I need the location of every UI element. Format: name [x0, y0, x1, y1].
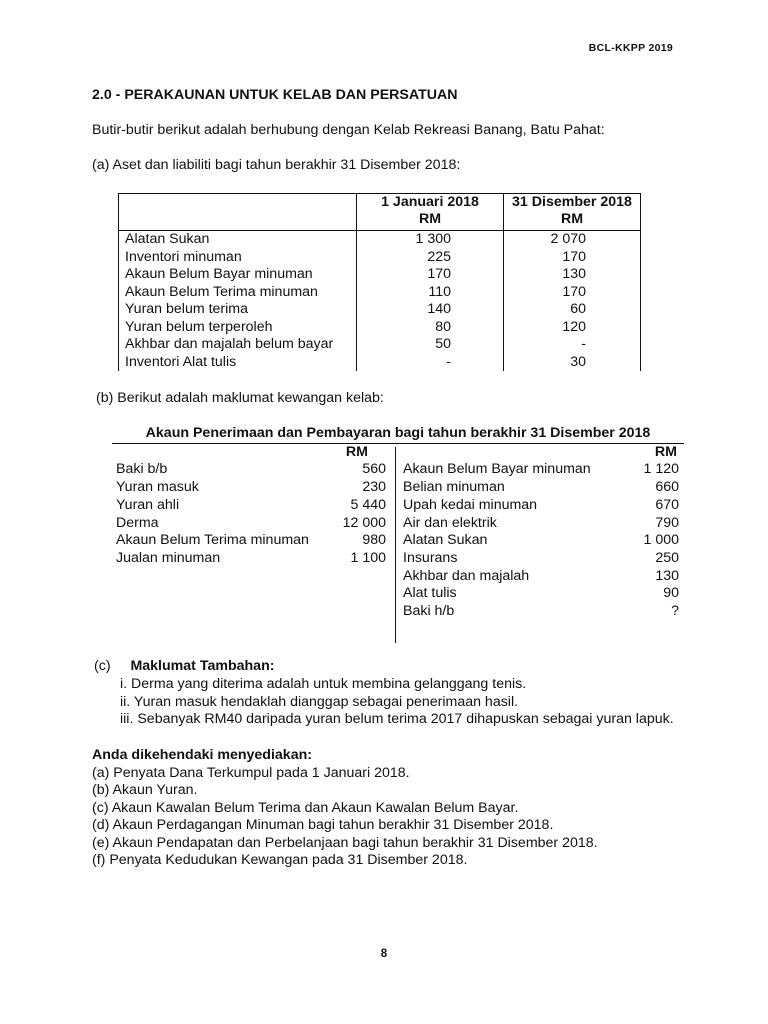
receipt-label: Yuran masuk [116, 479, 199, 495]
payment-amount: 670 [655, 497, 679, 513]
row-value-dec: 170 [562, 283, 586, 300]
row-value-jan: 110 [428, 283, 451, 300]
part-b-caption: (b) Berikut adalah maklumat kewangan kelab: [96, 390, 384, 406]
row-value-jan: 170 [427, 266, 451, 282]
column-title: 31 Disember 2018 [512, 194, 632, 210]
table-row [118, 318, 641, 336]
column-unit: RM [418, 211, 442, 227]
payment-amount: 1 120 [643, 461, 679, 477]
payment-label: Alatan Sukan [403, 532, 488, 548]
payment-row [403, 496, 679, 514]
row-label: Yuran belum terima [125, 301, 249, 317]
receipt-amount: 5 440 [350, 497, 386, 513]
part-c-marker: (c) [94, 658, 111, 674]
payment-row [403, 602, 679, 620]
receipt-row [116, 549, 386, 567]
account-center-divider [395, 447, 396, 643]
payment-row [403, 567, 679, 585]
row-value-dec: 170 [562, 248, 586, 265]
payment-amount: 790 [655, 515, 679, 531]
row-label: Alatan Sukan [125, 231, 210, 247]
receipts-payments-account [112, 425, 684, 643]
row-label: Yuran belum terperoleh [125, 318, 273, 335]
payment-label: Baki h/b [403, 603, 455, 619]
table-row [118, 335, 641, 353]
required-item: (a) Penyata Dana Terkumpul pada 1 Januari 2018. [92, 765, 410, 781]
row-label: Akhbar dan majalah belum bayar [125, 336, 334, 352]
receipt-label: Jualan minuman [116, 550, 221, 566]
required-item: (e) Akaun Pendapatan dan Perbelanjaan bagi tahun berakhir 31 Disember 2018. [92, 835, 598, 851]
payment-label: Akaun Belum Bayar minuman [403, 461, 591, 477]
additional-info-item: iii. Sebanyak RM40 daripada yuran belum terima 2017 dihapuskan sebagai yuran lapuk. [120, 711, 674, 727]
table-row [118, 300, 641, 318]
intro-text: Butir-butir berikut adalah berhubung dengan Kelab Rekreasi Banang, Batu Pahat: [92, 122, 605, 138]
receipt-label: Baki b/b [116, 461, 168, 477]
receipt-label: Yuran ahli [116, 497, 180, 513]
row-value-dec: 130 [562, 266, 586, 282]
receipt-row [116, 478, 386, 496]
payment-amount: 130 [655, 568, 679, 584]
payment-amount: 660 [655, 479, 679, 495]
payment-label: Upah kedai minuman [403, 497, 538, 513]
row-value-jan: 50 [435, 336, 451, 352]
section-title: 2.0 - PERAKAUNAN UNTUK KELAB DAN PERSATUAN [92, 87, 458, 103]
column-title: 1 Januari 2018 [381, 194, 479, 210]
row-value-dec: 120 [562, 318, 586, 335]
row-label: Inventori Alat tulis [125, 353, 237, 370]
receipt-label: Derma [116, 515, 159, 531]
payment-row [403, 531, 679, 549]
table-row [118, 265, 641, 283]
document-code: BCL-KKPP 2019 [588, 42, 673, 54]
row-value-dec: 2 070 [550, 231, 586, 247]
payment-row [403, 549, 679, 567]
payments-unit: RM [654, 444, 677, 460]
receipt-amount: 980 [362, 532, 386, 548]
payment-amount: ? [671, 603, 679, 619]
payment-label: Alat tulis [403, 585, 457, 601]
part-c-heading [94, 658, 274, 674]
column-unit: RM [560, 211, 584, 227]
required-item: (f) Penyata Kedudukan Kewangan pada 31 Disember 2018. [92, 852, 468, 868]
required-title: Anda dikehendaki menyediakan: [92, 747, 312, 763]
receipt-row [116, 496, 386, 514]
row-label: Akaun Belum Terima minuman [125, 283, 318, 300]
receipt-amount: 1 100 [350, 550, 386, 566]
row-value-jan: 80 [435, 318, 451, 335]
receipt-row [116, 531, 386, 549]
table-row [118, 230, 641, 248]
payment-row [403, 514, 679, 532]
receipt-amount: 560 [362, 461, 386, 477]
payment-amount: 90 [663, 585, 679, 601]
assets-liabilities-table [118, 193, 641, 371]
receipt-amount: 230 [362, 479, 386, 495]
payment-amount: 250 [655, 550, 679, 566]
payment-amount: 1 000 [643, 532, 679, 548]
required-item: (c) Akaun Kawalan Belum Terima dan Akaun Kawalan Belum Bayar. [92, 800, 519, 816]
table-row [118, 283, 641, 301]
page-number: 8 [380, 948, 388, 960]
payment-label: Air dan elektrik [403, 515, 497, 531]
payment-label: Akhbar dan majalah [403, 568, 530, 584]
row-value-jan: 1 300 [415, 231, 451, 247]
row-value-dec: - [581, 336, 586, 352]
receipt-label: Akaun Belum Terima minuman [116, 532, 309, 548]
row-value-jan: - [446, 353, 451, 370]
account-title-underline [112, 443, 684, 444]
additional-info-item: ii. Yuran masuk hendaklah dianggap sebagai penerimaan hasil. [120, 694, 519, 710]
part-c-title: Maklumat Tambahan: [130, 658, 275, 674]
row-label: Akaun Belum Bayar minuman [125, 266, 313, 282]
payment-label: Insurans [403, 550, 458, 566]
receipts-unit: RM [345, 444, 368, 460]
required-item: (d) Akaun Perdagangan Minuman bagi tahun berakhir 31 Disember 2018. [92, 817, 554, 833]
account-title: Akaun Penerimaan dan Pembayaran bagi tahun berakhir 31 Disember 2018 [145, 425, 651, 441]
required-item: (b) Akaun Yuran. [92, 782, 198, 798]
additional-info-item: i. Derma yang diterima adalah untuk membina gelanggang tenis. [120, 676, 527, 692]
row-value-dec: 30 [570, 353, 586, 370]
row-label: Inventori minuman [125, 248, 242, 265]
column-header-dec-2018 [504, 194, 640, 228]
payment-row [403, 460, 679, 478]
column-header-jan-2018 [357, 194, 503, 228]
part-a-caption: (a) Aset dan liabiliti bagi tahun berakhir 31 Disember 2018: [92, 157, 461, 173]
receipt-row [116, 460, 386, 478]
receipt-amount: 12 000 [342, 515, 386, 531]
row-value-jan: 225 [427, 248, 451, 265]
row-value-dec: 60 [570, 301, 586, 317]
table-row [118, 248, 641, 266]
row-value-jan: 140 [427, 301, 451, 317]
payment-row [403, 478, 679, 496]
payment-label: Belian minuman [403, 479, 505, 495]
table-row [118, 353, 641, 371]
payment-row [403, 584, 679, 602]
receipt-row [116, 514, 386, 532]
